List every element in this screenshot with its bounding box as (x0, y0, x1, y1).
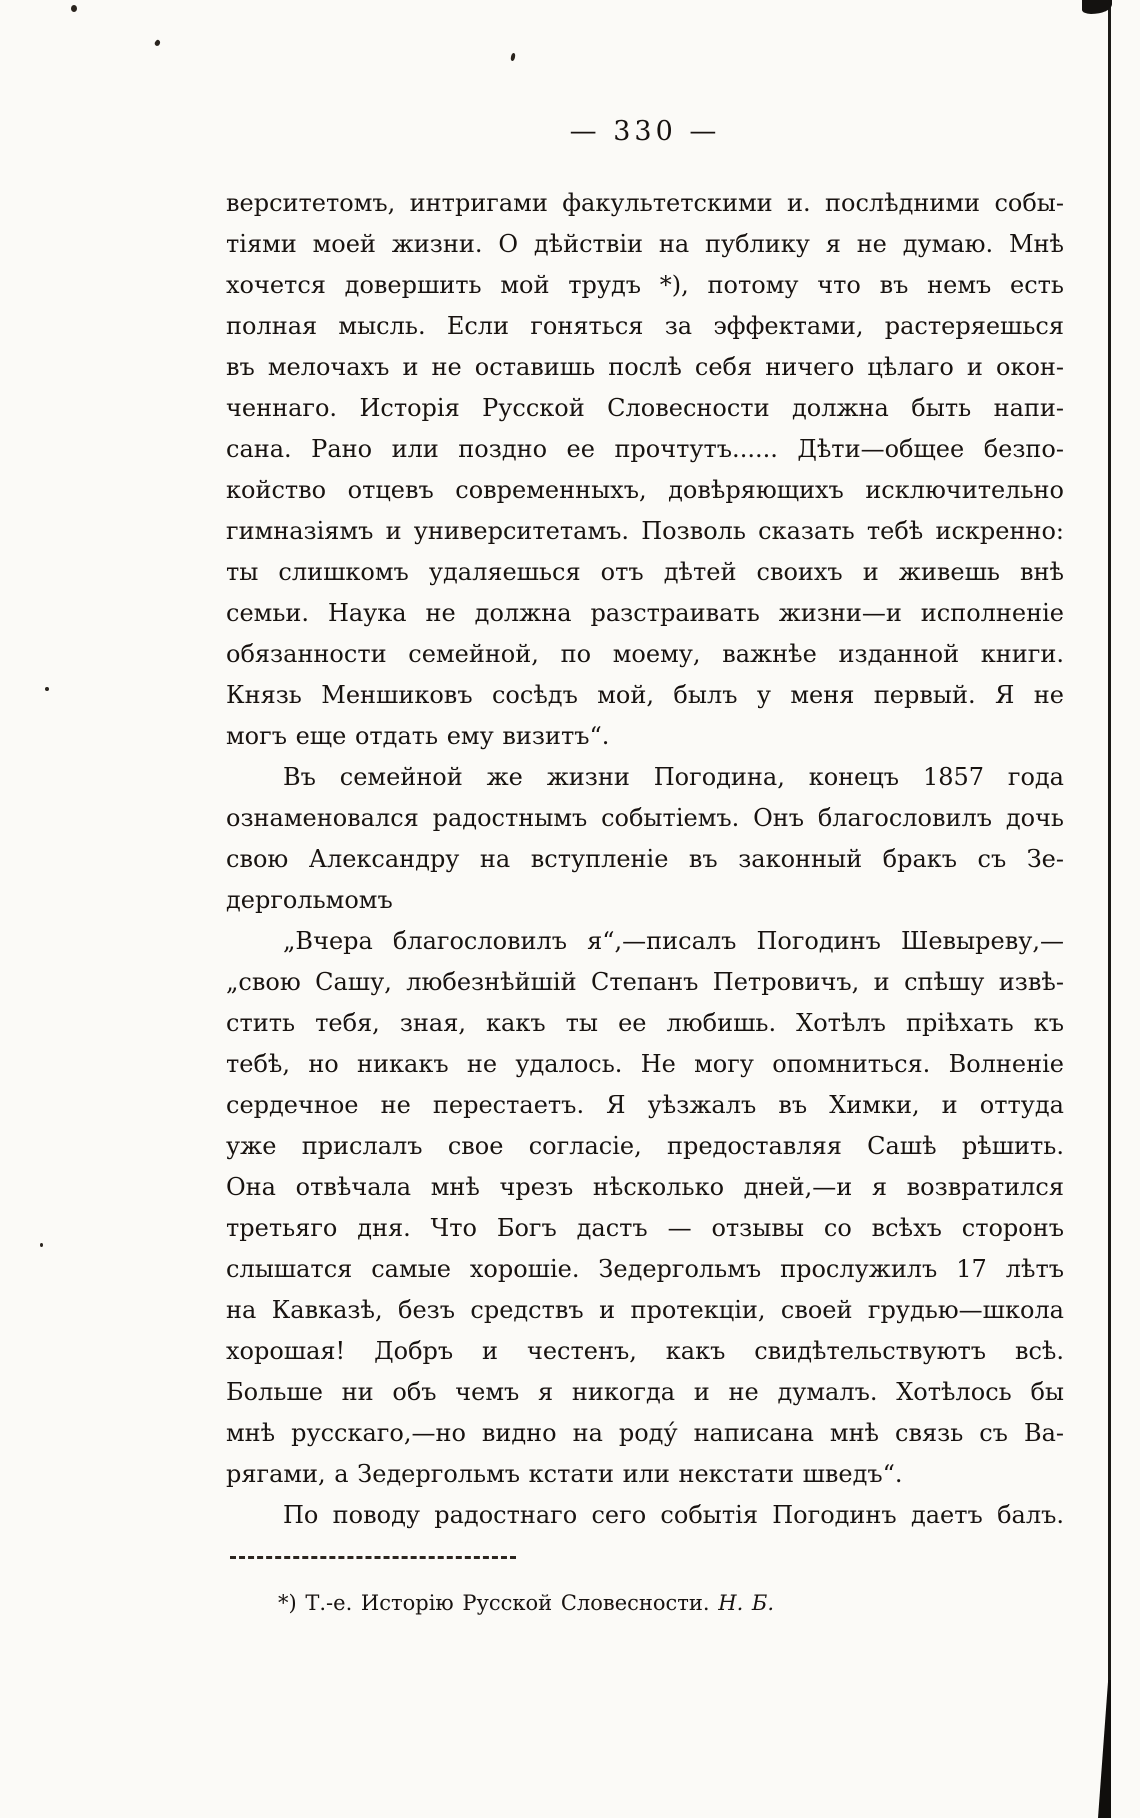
body-text (226, 183, 1064, 1536)
text-line: Въ семейной же жизни Погодина, конецъ 1857 года (283, 763, 1064, 791)
footnote-text: *) Т.-е. Исторію Русской Словесности. (278, 1591, 719, 1615)
page-edge-line (1108, 0, 1111, 1818)
text-line: По поводу радостнаго сего событія Погодинъ даетъ балъ. (283, 1501, 1064, 1529)
text-line: Больше ни объ чемъ я никогда и не думалъ. Хотѣлось бы (226, 1378, 1064, 1406)
text-line: дергольмомъ (226, 886, 393, 914)
text-line: въ мелочахъ и не оставишь послѣ себя ничего цѣлаго и окон- (226, 353, 1064, 381)
text-line: на Кавказѣ, безъ средствъ и протекціи, своей грудью—школа (226, 1296, 1064, 1324)
ink-speck (154, 39, 162, 47)
text-line: сердечное не перестаетъ. Я уѣзжалъ въ Химки, и оттуда (226, 1091, 1064, 1119)
text-line: уже прислалъ свое согласіе, предоставляя Сашѣ рѣшить. (226, 1132, 1064, 1160)
text-line: обязанности семейной, по моему, важнѣе изданной книги. (226, 640, 1064, 668)
text-line: могъ еще отдать ему визитъ“. (226, 722, 610, 750)
footnote-separator (230, 1556, 516, 1559)
text-line: Она отвѣчала мнѣ чрезъ нѣсколько дней,—и я возвратился (226, 1173, 1064, 1201)
page-number: — 330 — (569, 116, 721, 147)
text-line: койство отцевъ современныхъ, довѣряющихъ исключительно (226, 476, 1064, 504)
footnote-signature: Н. Б. (718, 1591, 775, 1615)
text-line: хочется довершить мой трудъ *), потому что въ немъ есть (226, 271, 1064, 299)
text-line: „Вчера благословилъ я“,—писалъ Погодинъ Шевыреву,— (283, 927, 1064, 955)
text-line: „свою Сашу, любезнѣйшій Степанъ Петровичъ, и спѣшу извѣ- (226, 968, 1064, 996)
text-line: тебѣ, но никакъ не удалось. Не могу опомниться. Волненіе (226, 1050, 1064, 1078)
text-line: верситетомъ, интригами факультетскими и. послѣдними собы- (226, 189, 1064, 217)
ink-speck (71, 5, 77, 12)
text-line: мнѣ русскаго,—но видно на роду́ написана мнѣ связь съ Ва- (226, 1419, 1064, 1447)
text-line: тіями моей жизни. О дѣйствіи на публику я не думаю. Мнѣ (226, 230, 1064, 258)
text-line: гимназіямъ и университетамъ. Позволь сказать тебѣ искренно: (226, 517, 1064, 545)
text-line: ознаменовался радостнымъ событіемъ. Онъ благословилъ дочь (226, 804, 1064, 832)
text-line: сана. Рано или поздно ее прочтутъ...... Дѣти—общее безпо- (226, 435, 1064, 463)
text-line: хорошая! Добръ и честенъ, какъ свидѣтельствуютъ всѣ. (226, 1337, 1064, 1365)
text-line: ченнаго. Исторія Русской Словесности должна быть напи- (226, 394, 1064, 422)
ink-speck (40, 1243, 43, 1247)
text-line: Князь Меншиковъ сосѣдъ мой, былъ у меня первый. Я не (226, 681, 1064, 709)
page-edge-bottom-mark (1098, 1680, 1111, 1818)
text-line: полная мысль. Если гоняться за эффектами, растеряешься (226, 312, 1064, 340)
text-line: рягами, а Зедергольмъ кстати или некстати шведъ“. (226, 1460, 903, 1488)
text-line: семьи. Наука не должна разстраивать жизни—и исполненіе (226, 599, 1064, 627)
ink-speck (510, 53, 516, 62)
text-line: стить тебя, зная, какъ ты ее любишь. Хотѣлъ пріѣхать къ (226, 1009, 1064, 1037)
text-line: свою Александру на вступленіе въ законный бракъ съ Зе- (226, 845, 1064, 873)
text-line: третьяго дня. Что Богъ дастъ — отзывы со всѣхъ сторонъ (226, 1214, 1064, 1242)
text-line: слышатся самые хорошіе. Зедергольмъ прослужилъ 17 лѣтъ (226, 1255, 1064, 1283)
footnote (226, 1588, 1064, 1618)
ink-speck (45, 687, 49, 691)
text-line: ты слишкомъ удаляешься отъ дѣтей своихъ и живешь внѣ (226, 558, 1064, 586)
